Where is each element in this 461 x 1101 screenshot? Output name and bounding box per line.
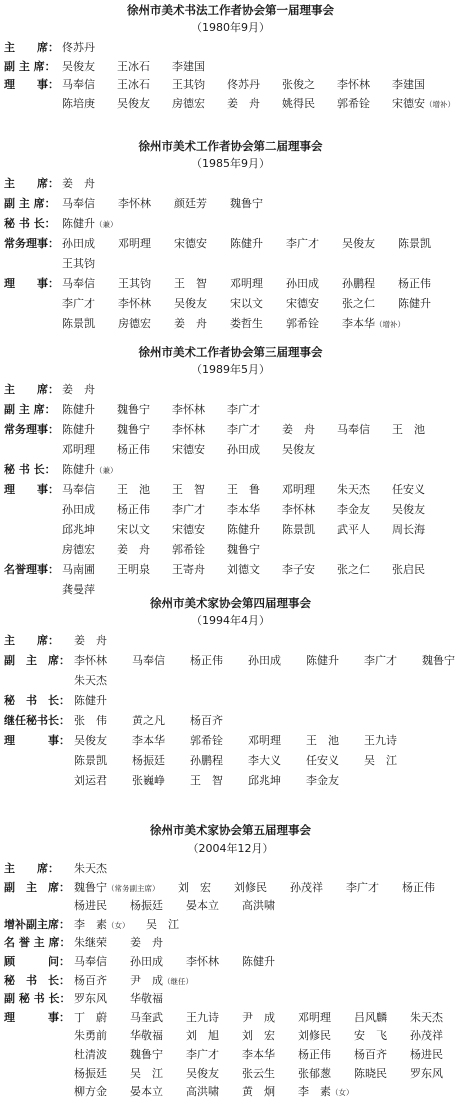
section-title: 徐州市美术家协会第四届理事会	[150, 596, 311, 610]
role-label: 名誉理事：	[4, 563, 59, 576]
member-name: 马奉信	[62, 78, 95, 91]
member-name: 魏鲁宁（常务副主席）	[74, 880, 160, 894]
role-label: 副 主 席：	[4, 403, 56, 416]
member-name: 姜 舟	[62, 383, 95, 396]
member-name: 朱天杰	[74, 862, 107, 875]
member-name: 杨正伟	[402, 880, 435, 894]
member-name: 孙田成	[248, 654, 281, 667]
member-name: 张郁葱	[298, 1066, 331, 1080]
member-name: 孙田成	[130, 955, 163, 968]
member-name: 刘修民	[298, 1029, 331, 1043]
member-name: 张启民	[392, 563, 425, 576]
name-note: （增补）	[425, 99, 455, 109]
member-name: 杨百齐	[354, 1048, 387, 1061]
section-date: （1980年9月）	[191, 21, 270, 34]
member-name: 张之仁	[342, 297, 375, 310]
name-note: （增补）	[375, 320, 405, 329]
role-row	[0, 752, 461, 770]
member-name: 邱兆坤	[62, 523, 95, 536]
role-label: 继任秘书长：	[4, 714, 70, 727]
member-name: 尹 成（继任）	[130, 973, 193, 987]
name-note: （继任）	[163, 976, 193, 986]
member-name: 马奉信	[62, 483, 95, 496]
member-name: 李本华	[242, 1048, 275, 1061]
member-name: 王 池	[392, 423, 425, 436]
name-note: （常务副主席）	[107, 883, 160, 893]
member-name: 王 池	[117, 483, 150, 496]
member-name: 罗东风	[410, 1066, 443, 1080]
member-name: 张云生	[242, 1066, 275, 1080]
member-name: 佟苏丹	[227, 78, 260, 91]
member-name: 李金友	[306, 774, 339, 787]
member-name: 陈健升	[227, 523, 260, 536]
member-name: 李怀林	[172, 423, 205, 436]
member-name: 丁 蔚	[74, 1010, 107, 1024]
member-name: 朱天杰	[410, 1010, 443, 1024]
role-row	[0, 1065, 461, 1083]
role-row	[0, 441, 461, 459]
member-name: 姜 舟	[130, 936, 163, 950]
role-row	[0, 76, 461, 94]
member-name: 陈健升	[398, 297, 431, 310]
member-name: 尹 成	[242, 1010, 275, 1024]
member-name: 杨正伟	[298, 1048, 331, 1061]
member-name: 陈健升	[62, 423, 95, 436]
role-label: 理 事：	[4, 483, 59, 496]
role-label: 理 事：	[4, 1010, 70, 1024]
member-name: 吴俊友	[186, 1066, 219, 1080]
name-note: （女）	[331, 1088, 354, 1098]
member-name: 李 素（女）	[298, 1085, 354, 1099]
role-label: 主 席：	[4, 177, 59, 190]
member-name: 宋德安	[286, 297, 319, 310]
member-name: 李金友	[337, 503, 370, 516]
member-name: 姜 舟	[174, 317, 207, 330]
role-row	[0, 461, 461, 479]
member-name: 任安义	[392, 483, 425, 496]
member-name: 孙田成	[62, 237, 95, 250]
member-name: 杨振廷	[132, 754, 165, 767]
member-name: 王九诗	[186, 1010, 219, 1024]
role-row	[0, 953, 461, 971]
section-title: 徐州市美术家协会第五届理事会	[150, 823, 311, 837]
member-name: 魏鲁宁	[230, 197, 263, 210]
member-name: 安 飞	[354, 1029, 387, 1043]
role-label: 秘 书 长：	[4, 463, 56, 476]
role-label: 理 事：	[4, 277, 59, 290]
member-name: 李广才	[346, 880, 379, 894]
member-name: 陈健升	[242, 955, 275, 968]
role-row	[0, 692, 461, 710]
role-row	[0, 215, 461, 233]
member-name: 李大义	[248, 754, 281, 767]
member-name: 李广才	[227, 403, 260, 416]
role-row	[0, 860, 461, 878]
member-name: 晏本立	[130, 1085, 163, 1099]
member-name: 陈健升	[230, 237, 263, 250]
role-label: 增补副主席：	[4, 917, 70, 931]
member-name: 李广才	[364, 654, 397, 667]
role-label: 名 誉 主 席：	[4, 936, 71, 950]
role-row	[0, 1009, 461, 1027]
role-row	[0, 315, 461, 333]
member-name: 宋以文	[230, 297, 263, 310]
role-label: 主 席：	[4, 634, 59, 647]
role-row	[0, 1027, 461, 1045]
role-label: 理 事：	[4, 734, 70, 747]
member-name: 杨正伟	[117, 443, 150, 456]
member-name: 陈景凯	[62, 317, 95, 330]
member-name: 孙茂祥	[410, 1029, 443, 1043]
role-label: 主 席：	[4, 41, 59, 54]
member-name: 朱继荣	[74, 936, 107, 950]
member-name: 李广才	[186, 1048, 219, 1061]
member-name: 颜廷芳	[174, 197, 207, 210]
role-row	[0, 1083, 461, 1101]
role-row	[0, 501, 461, 519]
member-name: 刘德文	[227, 563, 260, 576]
member-name: 杨振廷	[130, 899, 163, 913]
role-row	[0, 561, 461, 579]
member-name: 邓明理	[282, 483, 315, 496]
member-name: 陈健升（兼）	[62, 463, 118, 476]
member-name: 姜 舟	[117, 543, 150, 556]
role-row	[0, 235, 461, 253]
member-name: 朱天杰	[74, 674, 107, 687]
member-name: 马南圃	[62, 563, 95, 576]
member-name: 马奉信	[62, 277, 95, 290]
member-name: 杨正伟	[190, 654, 223, 667]
member-name: 晏本立	[186, 899, 219, 913]
member-name: 郭希铨	[190, 734, 223, 747]
member-name: 孙田成	[286, 277, 319, 290]
member-name: 吴俊友	[282, 443, 315, 456]
section-title: 徐州市美术工作者协会第三届理事会	[138, 345, 323, 359]
member-name: 朱勇前	[74, 1029, 107, 1043]
member-name: 陈健升	[74, 694, 107, 707]
member-name: 吴 江	[130, 1066, 163, 1080]
role-row	[0, 652, 461, 670]
member-name: 郭希铨	[286, 317, 319, 330]
role-label: 秘 书 长：	[4, 694, 70, 707]
member-name: 吴俊友	[174, 297, 207, 310]
member-name: 陈景凯	[398, 237, 431, 250]
member-name: 朱天杰	[337, 483, 370, 496]
section-date: （1994年4月）	[191, 614, 270, 627]
member-name: 魏鲁宁	[117, 423, 150, 436]
role-row	[0, 972, 461, 990]
role-label: 副 秘 书 长：	[4, 992, 71, 1006]
section-date: （2004年12月）	[187, 842, 274, 855]
member-name: 宋德安（增补）	[392, 96, 455, 110]
member-name: 王冰石	[117, 59, 150, 73]
member-name: 杨正伟	[398, 277, 431, 290]
member-name: 武平人	[337, 523, 370, 536]
member-name: 马奉信	[62, 197, 95, 210]
member-name: 高洪啸	[242, 899, 275, 913]
member-name: 房德宏	[62, 543, 95, 556]
member-name: 李 素（女）	[74, 917, 130, 931]
member-name: 杨进民	[74, 899, 107, 913]
member-name: 姜 舟	[227, 96, 260, 110]
member-name: 李本华	[227, 503, 260, 516]
member-name: 吴俊友	[74, 734, 107, 747]
member-name: 王 鲁	[227, 483, 260, 496]
member-name: 王 池	[306, 734, 339, 747]
member-name: 华敬福	[130, 992, 163, 1006]
member-name: 宋德安	[172, 523, 205, 536]
member-name: 吴 江	[146, 917, 179, 931]
member-name: 吕风麟	[354, 1010, 387, 1024]
member-name: 杨正伟	[117, 503, 150, 516]
role-label: 副 主 席：	[4, 59, 56, 73]
role-row	[0, 521, 461, 539]
member-name: 黄之凡	[132, 714, 165, 727]
member-name: 姜 舟	[282, 423, 315, 436]
role-label: 常务理事：	[4, 423, 59, 436]
member-name: 吴俊友	[62, 59, 95, 73]
section-title: 徐州市美术书法工作者协会第一届理事会	[127, 3, 334, 17]
member-name: 刘修民	[234, 880, 267, 894]
role-row	[0, 672, 461, 690]
role-row	[0, 732, 461, 750]
member-name: 魏鲁宁	[130, 1048, 163, 1061]
member-name: 李怀林	[186, 955, 219, 968]
member-name: 姜 舟	[62, 177, 95, 190]
member-name: 李本华	[132, 734, 165, 747]
role-row	[0, 481, 461, 499]
member-name: 陈晓民	[354, 1066, 387, 1080]
member-name: 姜 舟	[74, 634, 107, 647]
member-name: 邓明理	[248, 734, 281, 747]
member-name: 刘 宏	[178, 880, 211, 894]
role-row	[0, 381, 461, 399]
member-name: 王明泉	[117, 563, 150, 576]
member-name: 王冰石	[117, 78, 150, 91]
role-row	[0, 39, 461, 57]
member-name: 吴俊友	[342, 237, 375, 250]
member-name: 邓明理	[62, 443, 95, 456]
name-note: （女）	[107, 920, 130, 930]
role-label: 主 席：	[4, 383, 59, 396]
member-name: 杜清波	[74, 1048, 107, 1061]
role-row	[0, 541, 461, 559]
member-name: 张 伟	[74, 714, 107, 727]
member-name: 任安义	[306, 754, 339, 767]
member-name: 邓明理	[230, 277, 263, 290]
role-row	[0, 916, 461, 934]
member-name: 马奎武	[130, 1010, 163, 1024]
member-name: 刘运君	[74, 774, 107, 787]
member-name: 杨振廷	[74, 1066, 107, 1080]
section-title: 徐州市美术工作者协会第二届理事会	[138, 139, 323, 153]
section-date: （1989年5月）	[191, 363, 270, 376]
member-name: 李怀林	[118, 197, 151, 210]
member-name: 王寄舟	[172, 563, 205, 576]
role-row	[0, 897, 461, 915]
role-row	[0, 58, 461, 76]
member-name: 郭希铨	[172, 543, 205, 556]
role-label: 常务理事：	[4, 237, 59, 250]
member-name: 佟苏丹	[62, 41, 95, 54]
member-name: 马奉信	[337, 423, 370, 436]
member-name: 陈培庚	[62, 96, 95, 110]
member-name: 李怀林	[172, 403, 205, 416]
member-name: 李怀林	[337, 78, 370, 91]
role-label: 副 主 席：	[4, 197, 56, 210]
member-name: 孙茂祥	[290, 880, 323, 894]
member-name: 魏鲁宁	[227, 543, 260, 556]
role-row	[0, 295, 461, 313]
member-name: 马奉信	[74, 955, 107, 968]
role-row	[0, 1046, 461, 1064]
member-name: 李怀林	[118, 297, 151, 310]
role-row	[0, 712, 461, 730]
member-name: 宋德安	[174, 237, 207, 250]
member-name: 房德宏	[172, 96, 205, 110]
name-note: （兼）	[95, 466, 118, 475]
member-name: 马奉信	[132, 654, 165, 667]
member-name: 李怀林	[282, 503, 315, 516]
member-name: 孙鹏程	[190, 754, 223, 767]
member-name: 吴俊友	[392, 503, 425, 516]
role-label: 顾 问：	[4, 955, 70, 968]
member-name: 李建国	[392, 78, 425, 91]
role-row	[0, 934, 461, 952]
member-name: 陈健升	[62, 403, 95, 416]
role-row	[0, 175, 461, 193]
role-row	[0, 879, 461, 897]
name-note: （兼）	[95, 220, 118, 229]
role-label: 副 主 席：	[4, 880, 70, 894]
role-row	[0, 990, 461, 1008]
member-name: 李建国	[172, 59, 205, 73]
role-label: 主 席：	[4, 862, 59, 875]
member-name: 罗东风	[74, 992, 107, 1006]
section-date: （1985年9月）	[191, 157, 270, 170]
member-name: 李怀林	[74, 654, 107, 667]
member-name: 李本华（增补）	[342, 317, 405, 330]
member-name: 姚得民	[282, 96, 315, 110]
member-name: 高洪啸	[186, 1085, 219, 1099]
member-name: 周长海	[392, 523, 425, 536]
member-name: 邓明理	[118, 237, 151, 250]
member-name: 邓明理	[298, 1010, 331, 1024]
member-name: 龚曼萍	[62, 583, 95, 596]
member-name: 宋以文	[117, 523, 150, 536]
member-name: 华敬福	[130, 1029, 163, 1043]
role-row	[0, 401, 461, 419]
member-name: 宋德安	[172, 443, 205, 456]
member-name: 娄哲生	[230, 317, 263, 330]
member-name: 孙田成	[227, 443, 260, 456]
member-name: 王 智	[190, 774, 223, 787]
role-row	[0, 275, 461, 293]
member-name: 王其钧	[118, 277, 151, 290]
member-name: 黄 炯	[242, 1085, 275, 1099]
member-name: 王 智	[172, 483, 205, 496]
member-name: 李广才	[172, 503, 205, 516]
member-name: 张俊之	[282, 78, 315, 91]
member-name: 陈健升（兼）	[62, 217, 118, 230]
member-name: 郭希铨	[337, 96, 370, 110]
member-name: 魏鲁宁	[117, 403, 150, 416]
member-name: 王其钧	[62, 257, 95, 270]
member-name: 李广才	[286, 237, 319, 250]
member-name: 陈景凯	[282, 523, 315, 536]
member-name: 王 智	[174, 277, 207, 290]
role-row	[0, 421, 461, 439]
member-name: 杨进民	[410, 1048, 443, 1061]
role-label: 理 事：	[4, 78, 59, 91]
role-row	[0, 255, 461, 273]
member-name: 陈健升	[306, 654, 339, 667]
member-name: 柳方金	[74, 1085, 107, 1099]
member-name: 刘 宏	[242, 1029, 275, 1043]
role-label: 秘 书 长：	[4, 973, 70, 987]
member-name: 杨百齐	[74, 973, 107, 987]
member-name: 王其钧	[172, 78, 205, 91]
member-name: 张巍峥	[132, 774, 165, 787]
member-name: 孙田成	[62, 503, 95, 516]
member-name: 吴俊友	[117, 96, 150, 110]
role-label: 副 主 席：	[4, 654, 70, 667]
member-name: 张之仁	[337, 563, 370, 576]
member-name: 李广才	[62, 297, 95, 310]
role-label: 秘 书 长：	[4, 217, 56, 230]
member-name: 邱兆坤	[248, 774, 281, 787]
role-row	[0, 772, 461, 790]
member-name: 王九诗	[364, 734, 397, 747]
member-name: 李广才	[227, 423, 260, 436]
role-row	[0, 632, 461, 650]
member-name: 孙鹏程	[342, 277, 375, 290]
member-name: 刘 旭	[186, 1029, 219, 1043]
member-name: 吴 江	[364, 754, 397, 767]
member-name: 房德宏	[118, 317, 151, 330]
member-name: 陈景凯	[74, 754, 107, 767]
role-row	[0, 195, 461, 213]
role-row	[0, 95, 461, 113]
member-name: 李子安	[282, 563, 315, 576]
member-name: 杨百齐	[190, 714, 223, 727]
member-name: 魏鲁宁	[422, 654, 455, 667]
